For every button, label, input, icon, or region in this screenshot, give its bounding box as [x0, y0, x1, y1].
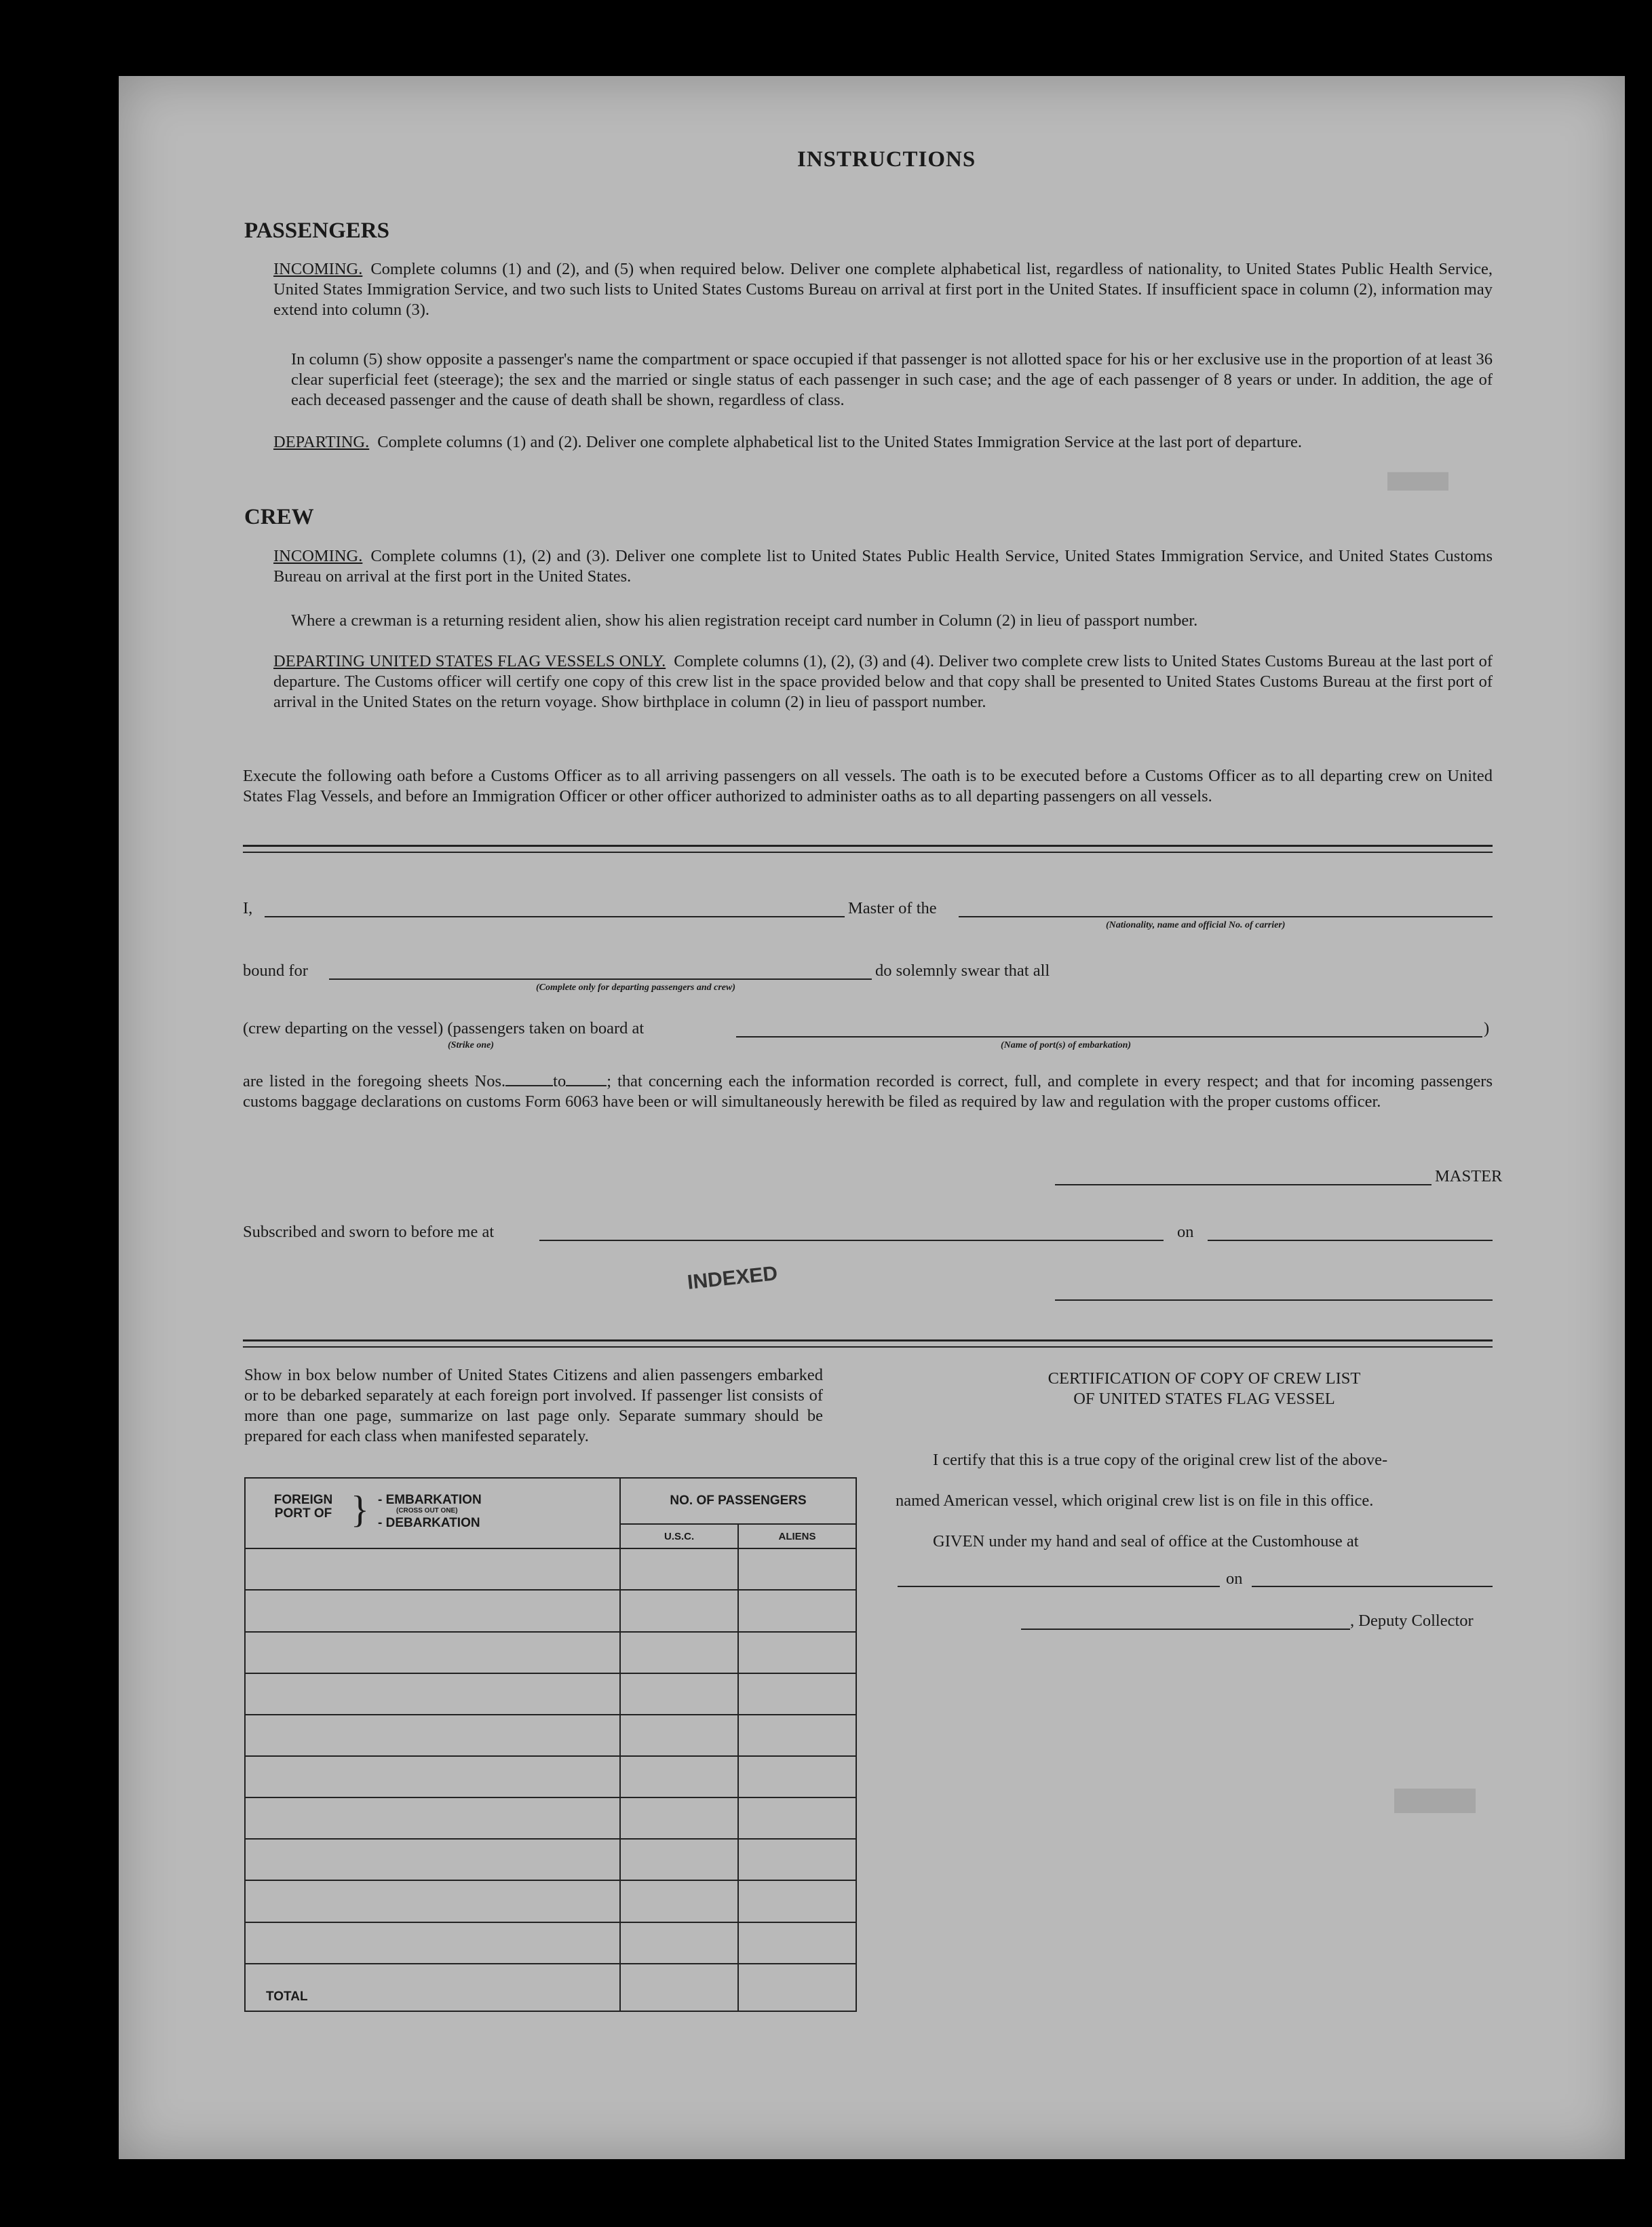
certify-text-2: named American vessel, which original crew list is on file in this office. [896, 1491, 1374, 1510]
deputy-signature-line[interactable] [1021, 1629, 1350, 1630]
double-divider [243, 1339, 1493, 1348]
aliens-cell[interactable] [738, 1673, 856, 1715]
embarkation-label: - EMBARKATION [378, 1493, 482, 1507]
port-cell[interactable] [245, 1880, 620, 1922]
crew-incoming-text: Complete columns (1), (2) and (3). Deliver one complete list to United States Public Health Service, United States Immigration Service, and United States Customs Bureau on arrival at the first port in the United States. [273, 547, 1493, 586]
sheet-to-field[interactable] [566, 1085, 607, 1086]
complete-note: (Complete only for departing passengers and crew) [536, 983, 735, 993]
deputy-collector-label: , Deputy Collector [1350, 1612, 1474, 1630]
port-cell[interactable] [245, 1797, 620, 1839]
aliens-cell[interactable] [738, 1839, 856, 1880]
master-of-label: Master of the [848, 899, 937, 917]
aliens-total-cell[interactable] [738, 1964, 856, 2011]
cert-on-label: on [1226, 1569, 1243, 1588]
usc-cell[interactable] [620, 1922, 738, 1964]
crew-departing-label: (crew departing on the vessel) (passengers taken on board at [243, 1019, 645, 1038]
bleed-through-mark: ▬ [1387, 436, 1448, 504]
usc-total-cell[interactable] [620, 1964, 738, 2011]
usc-cell[interactable] [620, 1839, 738, 1880]
oath-instruction-paragraph: Execute the following oath before a Customs Officer as to all arriving passengers on all vessels. The oath is to be executed before a Customs Officer as to all departing crew on United States Flag Vessels, and before an Immigration Officer or other officer authorized to administer oaths as to all departing passengers on all vessels. [243, 767, 1493, 805]
listed-post: ; that concerning each the information recorded is correct, full, and complete in every respect; and that for incoming passengers customs baggage declarations on customs Form 6063 have been or will simultaneously herewith be filed as required by law and regulation with the proper customs officer. [243, 1072, 1493, 1111]
port-cell[interactable] [245, 1632, 620, 1673]
listed-pre: are listed in the foregoing sheets Nos. [243, 1072, 506, 1090]
master-name-line[interactable] [265, 916, 845, 917]
sworn-on-label: on [1177, 1223, 1194, 1241]
crew-departing-text: Complete columns (1), (2), (3) and (4). Deliver two complete crew lists to United States Customs Bureau at the last port of departure. The Customs officer will certify one copy of this crew list in the space provided below and that copy shall be presented to United States Customs Bureau at the first port of arrival in the United States on the return voyage. Show birthplace in column (2) in lieu of passport number. [273, 652, 1493, 711]
certification-title-line1: CERTIFICATION OF COPY OF CREW LIST [1048, 1369, 1361, 1388]
bleed-through-mark: ▬ [1394, 1740, 1476, 1831]
ports-note: (Name of port(s) of embarkation) [1001, 1040, 1132, 1050]
double-divider [243, 845, 1493, 853]
total-label: TOTAL [266, 1989, 308, 2004]
indexed-stamp: INDEXED [686, 1262, 779, 1294]
foreign-port-label: FOREIGN PORT OF [273, 1493, 333, 1521]
aliens-cell[interactable] [738, 1548, 856, 1590]
aliens-cell[interactable] [738, 1797, 856, 1839]
sworn-place-line[interactable] [539, 1240, 1164, 1241]
certification-title-line2: OF UNITED STATES FLAG VESSEL [1073, 1390, 1335, 1408]
passengers-incoming-paragraph [273, 259, 1493, 320]
passengers-incoming-text: Complete columns (1) and (2), and (5) when required below. Deliver one complete alphabetical list, regardless of nationality, to United States Public Health Service, United States Immigration Service, and two such lists to United States Customs Bureau on arrival at first port in the United States. If insufficient space in column (2), information may extend into column (3). [273, 260, 1493, 319]
embark-port-line[interactable] [736, 1036, 1482, 1038]
master-label: MASTER [1435, 1167, 1503, 1185]
usc-cell[interactable] [620, 1590, 738, 1631]
document-page [119, 76, 1625, 2159]
passengers-departing-text: Complete columns (1) and (2). Deliver one complete alphabetical list to the United States Immigration Service at the last port of departure. [377, 433, 1302, 451]
usc-cell[interactable] [620, 1756, 738, 1797]
port-cell[interactable] [245, 1922, 620, 1964]
given-text: GIVEN under my hand and seal of office at the Customhouse at [933, 1532, 1359, 1550]
total-row-label-cell [245, 1964, 620, 2011]
summary-instructions: Show in box below number of United States Citizens and alien passengers embarked or to be debarked separately at each foreign port involved. If passenger list consists of more than one page, summarize on last page only. Separate summary should be prepared for each class when manifested separately. [244, 1366, 823, 1445]
oath-i-label: I, [243, 899, 253, 917]
usc-cell[interactable] [620, 1880, 738, 1922]
usc-cell[interactable] [620, 1797, 738, 1839]
crew-incoming-lead: INCOMING. [273, 547, 363, 565]
sheet-from-field[interactable] [505, 1085, 553, 1086]
passengers-incoming-lead: INCOMING. [273, 260, 363, 278]
port-cell[interactable] [245, 1839, 620, 1880]
aliens-cell[interactable] [738, 1715, 856, 1756]
bound-for-line[interactable] [329, 978, 872, 980]
port-cell[interactable] [245, 1673, 620, 1715]
brace-icon: } [351, 1489, 369, 1531]
aliens-cell[interactable] [738, 1880, 856, 1922]
carrier-line[interactable] [959, 916, 1493, 917]
certification-title [987, 1369, 1421, 1409]
close-paren: ) [1484, 1019, 1490, 1038]
subscribed-label: Subscribed and sworn to before me at [243, 1223, 495, 1241]
strike-note: (Strike one) [448, 1040, 495, 1050]
cert-date-line[interactable] [1252, 1586, 1493, 1587]
certify-text-1: I certify that this is a true copy of the original crew list of the above- [933, 1451, 1388, 1469]
usc-cell[interactable] [620, 1548, 738, 1590]
sworn-date-line[interactable] [1208, 1240, 1493, 1241]
port-cell[interactable] [245, 1590, 620, 1631]
listed-to: to [553, 1072, 566, 1090]
cross-out-note: (CROSS OUT ONE) [396, 1507, 458, 1515]
customhouse-line[interactable] [898, 1586, 1220, 1587]
crew-heading: CREW [244, 505, 314, 529]
passengers-departing-paragraph [273, 432, 1493, 453]
crew-departing-paragraph [273, 651, 1493, 712]
swear-label: do solemnly swear that all [875, 962, 1050, 980]
debarkation-label: - DEBARKATION [378, 1516, 480, 1530]
passengers-column5-paragraph: In column (5) show opposite a passenger's name the compartment or space occupied if that passenger is not allotted space for his or her exclusive use in the proportion of at least 36 clear superficial feet (steerage); the sex and the married or single status of each passenger in such case; and the age of each passenger of 8 years or under. In addition, the age of each deceased passenger and the cause of death shall be shown, regardless of class. [291, 350, 1493, 409]
master-signature-line[interactable] [1055, 1184, 1432, 1185]
passengers-heading: PASSENGERS [244, 218, 389, 243]
port-cell[interactable] [245, 1715, 620, 1756]
page-title: INSTRUCTIONS [797, 147, 976, 172]
crew-departing-lead: DEPARTING UNITED STATES FLAG VESSELS ONLY. [273, 652, 666, 670]
port-cell[interactable] [245, 1756, 620, 1797]
passenger-summary-table [244, 1477, 857, 2012]
usc-cell[interactable] [620, 1632, 738, 1673]
crew-resident-paragraph: Where a crewman is a returning resident alien, show his alien registration receipt card number in Column (2) in lieu of passport number. [291, 611, 1198, 630]
aliens-cell[interactable] [738, 1590, 856, 1631]
usc-cell[interactable] [620, 1673, 738, 1715]
usc-header: U.S.C. [620, 1524, 738, 1548]
aliens-header: ALIENS [738, 1524, 856, 1548]
carrier-note: (Nationality, name and official No. of carrier) [1106, 920, 1286, 930]
passengers-departing-lead: DEPARTING. [273, 433, 370, 451]
foreign-port-header [245, 1478, 620, 1548]
aliens-cell[interactable] [738, 1632, 856, 1673]
aliens-cell[interactable] [738, 1756, 856, 1797]
officer-signature-line[interactable] [1055, 1299, 1493, 1301]
aliens-cell[interactable] [738, 1922, 856, 1964]
usc-cell[interactable] [620, 1715, 738, 1756]
crew-incoming-paragraph [273, 546, 1493, 587]
listed-paragraph [243, 1071, 1493, 1112]
bound-for-label: bound for [243, 962, 308, 980]
port-cell[interactable] [245, 1548, 620, 1590]
no-of-passengers-header: NO. OF PASSENGERS [620, 1478, 856, 1524]
